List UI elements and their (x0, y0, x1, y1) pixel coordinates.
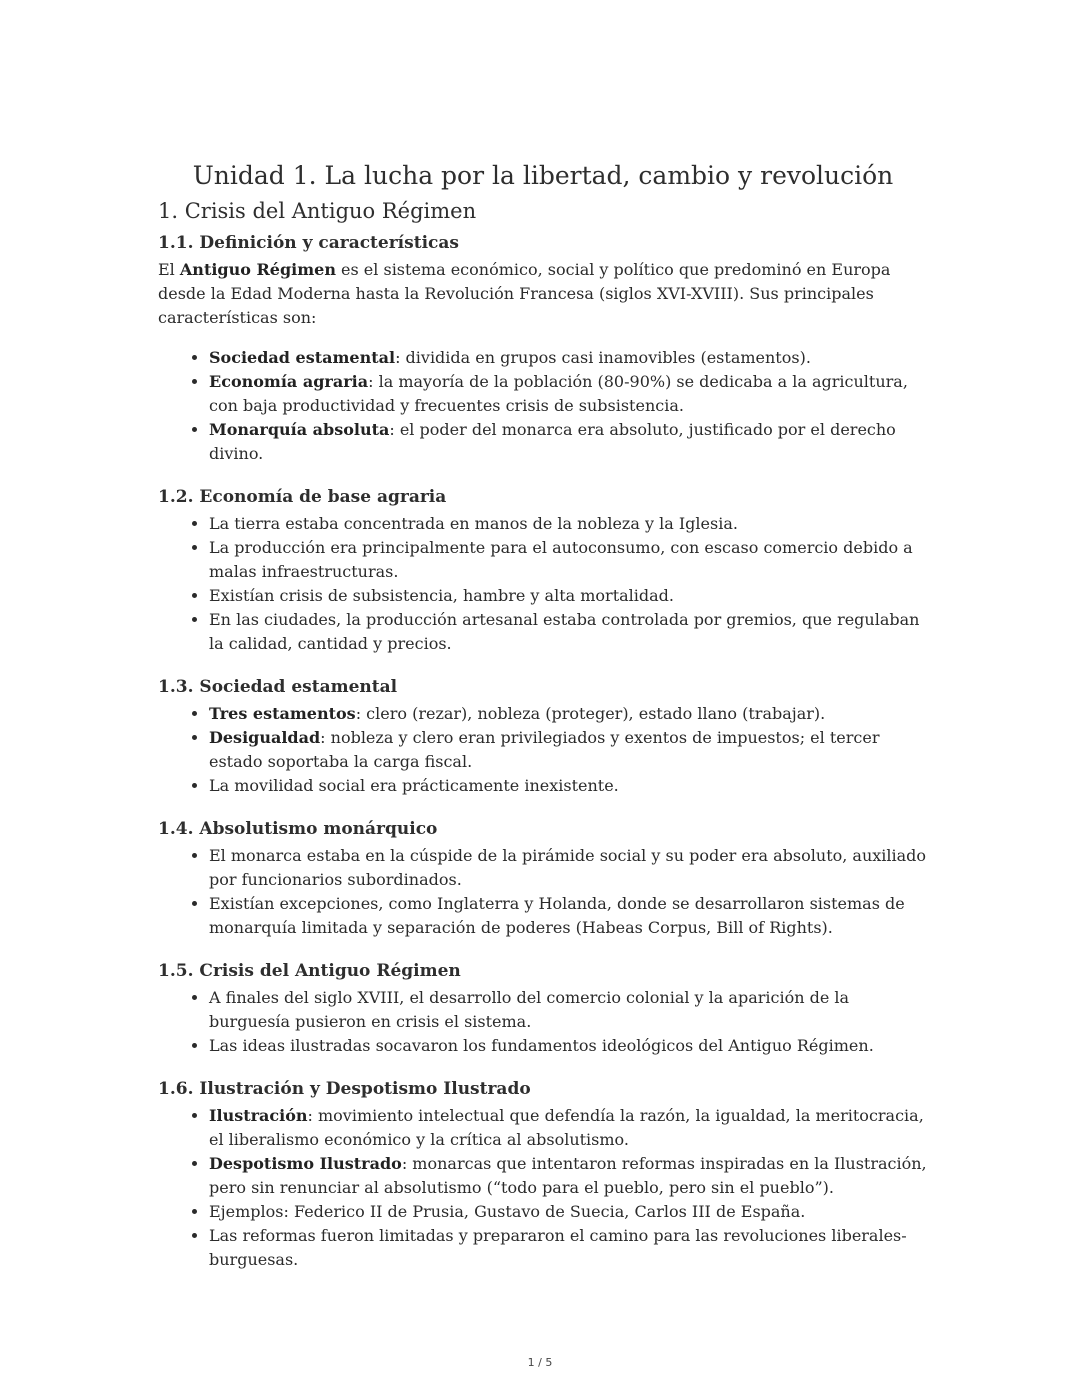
list-item-term: Sociedad estamental (209, 348, 396, 367)
list-item-text: : monarcas que intentaron reformas inspiradas en la Ilustración, pero sin renunciar al absolutismo (“todo para el pueblo, pero sin el pueblo”). (209, 1154, 927, 1197)
list-item-text: : nobleza y clero eran privilegiados y exentos de impuestos; el tercer estado soportaba la carga fiscal. (209, 728, 880, 771)
list-item-text: : clero (rezar), nobleza (proteger), estado llano (trabajar). (355, 704, 826, 723)
section-1-1-intro (158, 258, 928, 330)
list-item-term: Despotismo Ilustrado (209, 1154, 402, 1173)
list-item-text: : el poder del monarca era absoluto, justificado por el derecho divino. (209, 420, 896, 463)
list-item (209, 726, 928, 774)
list-item-text: Ejemplos: Federico II de Prusia, Gustavo de Suecia, Carlos III de España. (209, 1202, 806, 1221)
list-item-text: : la mayoría de la población (80-90%) se dedicaba a la agricultura, con baja productividad y frecuentes crisis de subsistencia. (209, 372, 908, 415)
list-item: • A finales del siglo XVIII, el desarrollo del comercio colonial y la aparición de la burguesía pusieron en crisis el sistema. (209, 986, 928, 1034)
section-1-6-list (158, 1104, 928, 1272)
list-item (209, 1104, 928, 1152)
section-1-2-heading: 1.2. Economía de base agraria (158, 487, 447, 507)
section-1-4-heading: 1.4. Absolutismo monárquico (158, 819, 438, 839)
document-title: Unidad 1. La lucha por la libertad, cambio y revolución (192, 161, 894, 190)
list-item-text: : dividida en grupos casi inamovibles (estamentos). (395, 348, 811, 367)
list-item-term: Ilustración (209, 1106, 308, 1125)
section-1-3-list (158, 702, 928, 798)
list-item (209, 1200, 928, 1224)
intro-bold-term: Antiguo Régimen (179, 260, 336, 279)
list-item: • La producción era principalmente para el autoconsumo, con escaso comercio debido a malas infraestructuras. (209, 536, 928, 584)
intro-text-rest: es el sistema económico, social y político que predominó en Europa desde la Edad Moderna hasta la Revolución Francesa (siglos XVI-XVIII). Sus principales características son: (158, 260, 891, 327)
list-item (209, 1224, 928, 1272)
list-item (209, 418, 928, 466)
list-item-term: Economía agraria (209, 372, 369, 391)
section-1-5-list (158, 986, 928, 1058)
list-item: • Existían excepciones, como Inglaterra y Holanda, donde se desarrollaron sistemas de monarquía limitada y separación de poderes (Habeas Corpus, Bill of Rights). (209, 892, 928, 940)
section-1-6-heading: 1.6. Ilustración y Despotismo Ilustrado (158, 1079, 531, 1099)
section-1-3-heading: 1.3. Sociedad estamental (158, 677, 398, 697)
list-item-term: Tres estamentos (209, 704, 356, 723)
section-1-1-list (158, 346, 928, 466)
section-1-2-list (158, 512, 928, 656)
list-item: • La tierra estaba concentrada en manos de la nobleza y la Iglesia. (209, 512, 928, 536)
list-item (209, 346, 928, 370)
list-item: • Existían crisis de subsistencia, hambre y alta mortalidad. (209, 584, 928, 608)
intro-text: El (158, 260, 180, 279)
section-1-1-heading: 1.1. Definición y características (158, 233, 459, 253)
section-1-5-heading: 1.5. Crisis del Antiguo Régimen (158, 961, 461, 981)
list-item: • En las ciudades, la producción artesanal estaba controlada por gremios, que regulaban la calidad, cantidad y precios. (209, 608, 928, 656)
section-1-heading: 1. Crisis del Antiguo Régimen (158, 199, 477, 223)
list-item (209, 1152, 928, 1200)
list-item-text: Las reformas fueron limitadas y prepararon el camino para las revoluciones liberales-burguesas. (209, 1226, 907, 1269)
list-item (209, 702, 928, 726)
list-item-term: Monarquía absoluta (209, 420, 390, 439)
page-indicator: 1 / 5 (527, 1356, 553, 1369)
document-content (158, 158, 928, 1272)
list-item (209, 774, 928, 798)
list-item: • Las ideas ilustradas socavaron los fundamentos ideológicos del Antiguo Régimen. (209, 1034, 928, 1058)
list-item-text: La movilidad social era prácticamente inexistente. (209, 776, 619, 795)
section-1-4-list (158, 844, 928, 940)
list-item-term: Desigualdad (209, 728, 321, 747)
list-item (209, 370, 928, 418)
list-item-text: : movimiento intelectual que defendía la razón, la igualdad, la meritocracia, el liberalismo económico y la crítica al absolutismo. (209, 1106, 924, 1149)
list-item: • El monarca estaba en la cúspide de la pirámide social y su poder era absoluto, auxiliado por funcionarios subordinados. (209, 844, 928, 892)
